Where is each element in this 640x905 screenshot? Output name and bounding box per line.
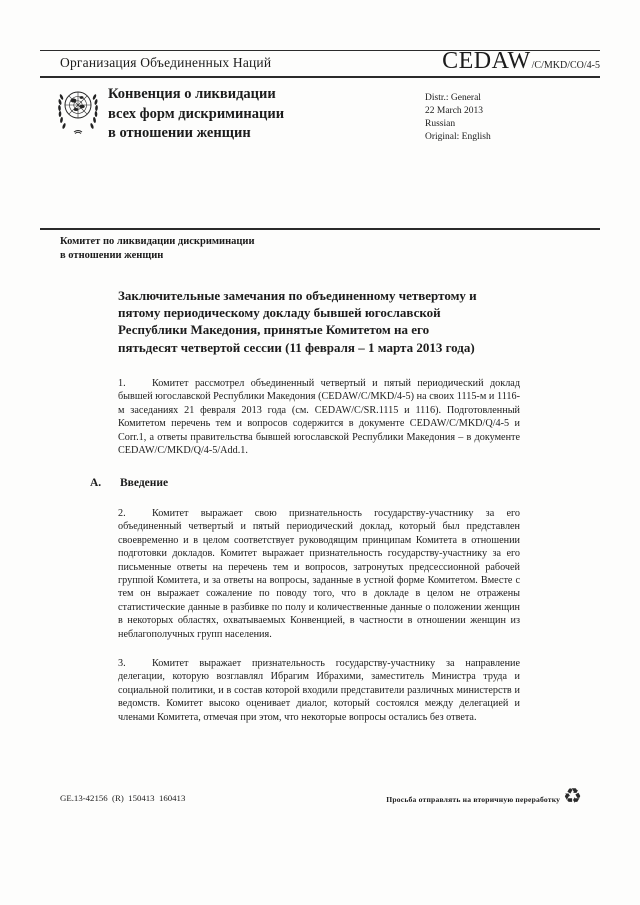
recycle-note-text: Просьба отправлять на вторичную переработку (386, 795, 561, 804)
distr-line: Distr.: General (425, 93, 481, 103)
document-reference: GE.13-42156 (R) 150413 160413 (60, 793, 186, 803)
committee-heading (60, 235, 255, 263)
distr-line: Russian (425, 119, 456, 129)
doc-symbol (442, 48, 600, 75)
paragraph (118, 377, 520, 457)
paragraph-number: 3. (118, 658, 126, 669)
org-name: Организация Объединенных Наций (60, 55, 272, 70)
paragraph-text: Комитет рассмотрел объединенный четвертый и пятый периодический доклад бывшей югославской Республики Македония (CEDAW/C/MKD/4-5) на своих 1115-м и 1116-м заседаниях 21 февраля 2013 года (см. CEDAW/C/SR.1115 и 1116). Подготовленный Комитетом перечень тем и вопросов содержится в документе CEDAW/C/MKD/Q/4-5 и Corr.1, а ответы правительства бывшей югославской Республики Македония – в документе CEDAW/C/MKD/Q/4-5/Add.1. (118, 378, 520, 457)
section-rule (40, 228, 600, 230)
header-rule (40, 76, 600, 78)
section-heading (90, 477, 168, 489)
distribution-info (425, 92, 491, 144)
section-letter: A. (90, 477, 102, 489)
un-emblem-icon (56, 84, 100, 141)
paragraph (118, 507, 520, 641)
document-title: Заключительные замечания по объединенному четвертому и пятому периодическому докладу бывшей югославской Республики Македония, принятые Комитетом на его пятьдесят четвертой сессии (11 февраля – 1 марта 2013 года) (118, 288, 477, 355)
recycle-icon: ♻ (563, 784, 582, 808)
recycle-note (386, 786, 582, 807)
committee-heading-line: в отношении женщин (60, 250, 164, 261)
distr-line: 22 March 2013 (425, 106, 484, 116)
doc-symbol-suffix: /C/MKD/CO/4-5 (531, 60, 600, 71)
convention-title-line: всех форм дискриминации (108, 105, 285, 122)
doc-symbol-main: CEDAW (442, 48, 531, 74)
committee-heading-line: Комитет по ликвидации дискриминации (60, 236, 255, 247)
section-title: Введение (120, 477, 169, 489)
distr-line: Original: English (425, 132, 491, 142)
paragraph-text: Комитет выражает свою признательность государству-участнику за его объединенный четвертый и пятый периодический доклад, который был представлен своевременно и в целом соответствует руководящим принципам Комитета в отношении подготовки докладов. Комитет выражает признательность государству-участнику за его письменные ответы на перечень тем и вопросов, затронутых предсессионной рабочей группой Комитета, и за ответы на вопросы, заданные в устной форме Комитетом. Вместе с тем он выражает сожаление по поводу того, что в докладе в целом не отражены статистические данные в разбивке по полу и количественные данные о положении женщин в некоторых областях, охватываемых Конвенцией, в частности в отношении женщин из неблагополучных групп населения. (118, 508, 520, 640)
paragraph-number: 1. (118, 378, 126, 389)
paragraph (118, 657, 520, 724)
paragraph-text: Комитет выражает признательность государству-участнику за направление делегации, которую возглавлял Ибрагим Ибрахими, заместитель Министра труда и социальной политики, и в состав которой входили представители различных министерств и ведомств. Комитет высоко оценивает диалог, который состоялся между делегацией и членами Комитета, отмечая при этом, что некоторые вопросы остались без ответа. (118, 658, 520, 723)
convention-title-line: в отношении женщин (108, 125, 251, 141)
paragraph-number: 2. (118, 508, 126, 519)
convention-title-line: Конвенция о ликвидации (108, 86, 276, 102)
convention-title (108, 85, 398, 144)
